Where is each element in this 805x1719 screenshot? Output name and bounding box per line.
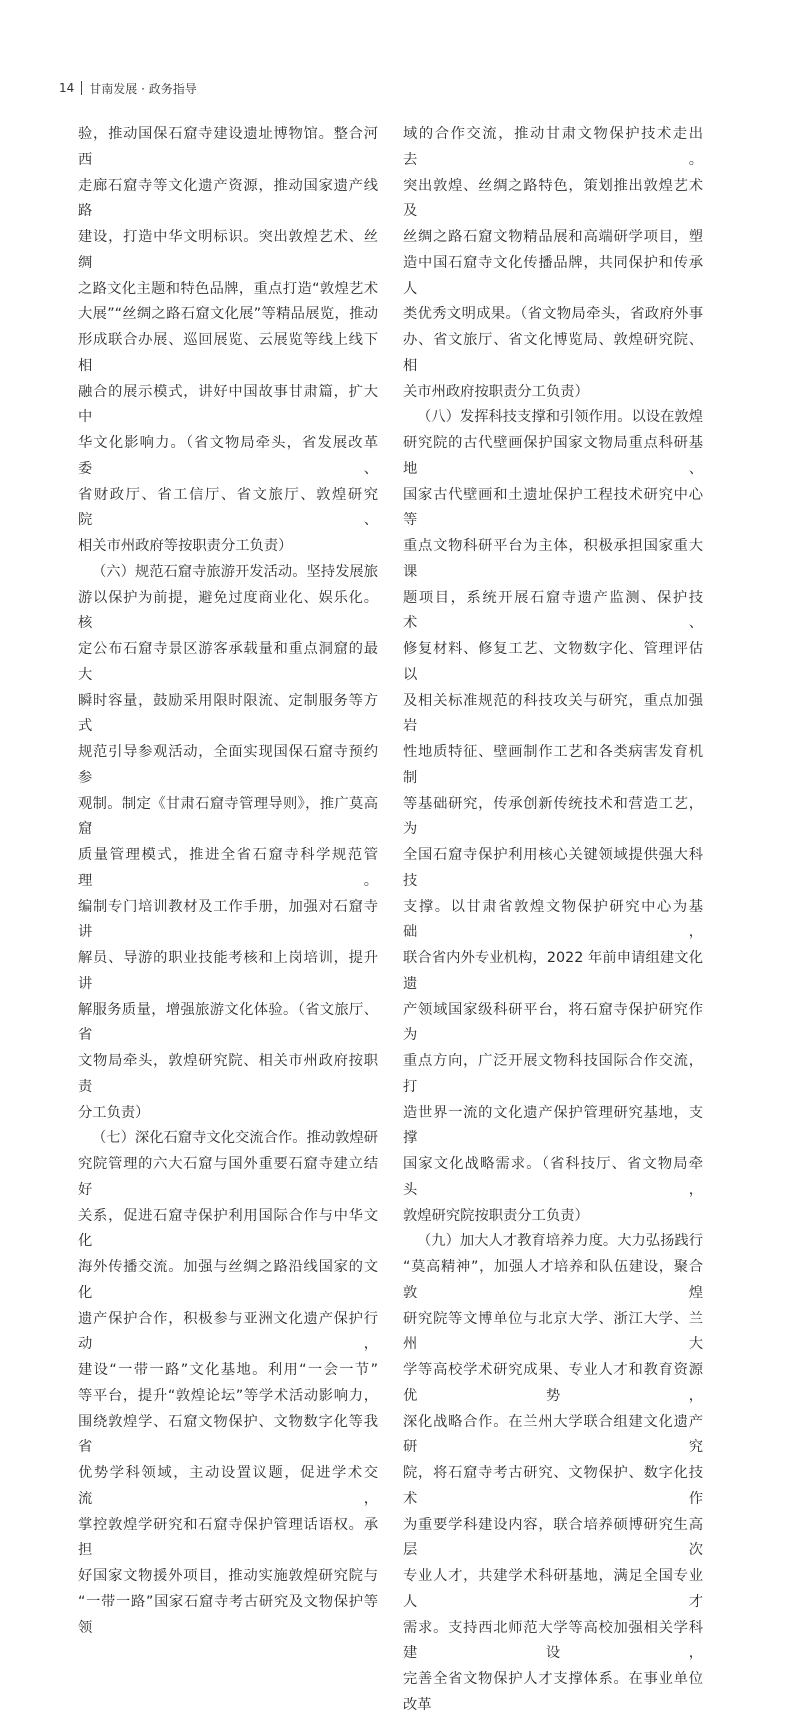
text-line: 好国家文物援外项目，推动实施敦煌研究院与 <box>78 1568 378 1584</box>
text-line: 及相关标准规范的科技攻关与研究，重点加强岩 <box>403 692 703 735</box>
text-line: 支撑。以甘肃省敦煌文物保护研究中心为基础， <box>403 898 703 941</box>
text-line: 走廊石窟寺等文化遗产资源，推动国家遗产线路 <box>78 177 378 220</box>
text-line: 究院管理的六大石窟与国外重要石窟寺建立结好 <box>78 1156 378 1198</box>
text-line: 瞬时容量，鼓励采用限时限流、定制服务等方式 <box>78 692 378 735</box>
page-number: 14 <box>59 81 75 95</box>
text-line: 国家文化战略需求。（省科技厅、省文物局牵头， <box>403 1156 703 1198</box>
text-line: 解服务质量，增强旅游文化体验。（省文旅厅、省 <box>78 1001 378 1044</box>
right-text-column <box>403 122 703 1719</box>
text-line: 融合的展示模式，讲好中国故事甘肃篇，扩大中 <box>78 383 378 426</box>
text-line: 围绕敦煌学、石窟文物保护、文物数字化等我省 <box>78 1413 378 1456</box>
text-line: 产领域国家级科研平台，将石窟寺保护研究作为 <box>403 1001 703 1044</box>
text-line: 建设“一带一路”文化基地。利用“一会一节” <box>78 1362 378 1378</box>
text-line: 重点文物科研平台为主体，积极承担国家重大课 <box>403 538 703 580</box>
text-line: 国家古代壁画和土遗址保护工程技术研究中心等 <box>403 486 703 529</box>
text-line: 解员、导游的职业技能考核和上岗培训，提升讲 <box>78 950 378 992</box>
text-line: 编制专门培训教材及工作手册，加强对石窟寺讲 <box>78 898 378 941</box>
text-line: 观制。制定《甘肃石窟寺管理导则》，推广莫高窟 <box>78 795 378 838</box>
text-line: 造世界一流的文化遗产保护管理研究基地，支撑 <box>403 1104 703 1147</box>
text-line: 规范引导参观活动，全面实现国保石窟寺预约参 <box>78 744 378 786</box>
text-line: 分工负责） <box>78 1104 150 1121</box>
text-line: 等基础研究，传承创新传统技术和营造工艺，为 <box>403 795 703 838</box>
text-line: 重点方向，广泛开展文物科技国际合作交流，打 <box>403 1053 703 1095</box>
text-line: 游以保护为前提，避免过度商业化、娱乐化。核 <box>78 589 378 632</box>
text-line: 遗产保护合作，积极参与亚洲文化遗产保护行动， <box>78 1310 378 1353</box>
text-line: 之路文化主题和特色品牌，重点打造“敦煌艺术 <box>78 280 378 297</box>
text-line: 研究院的古代壁画保护国家文物局重点科研基地、 <box>403 435 703 477</box>
text-line: （八）发挥科技支撑和引领作用。以设在敦煌 <box>417 409 703 426</box>
text-line: 需求。支持西北师范大学等高校加强相关学科建设， <box>403 1619 703 1662</box>
text-line: 敦煌研究院按职责分工负责） <box>403 1207 589 1224</box>
text-line: 关市州政府按职责分工负责） <box>403 383 589 400</box>
text-line: 优势学科领域，主动设置议题，促进学术交流， <box>78 1465 378 1507</box>
page-header <box>59 80 197 96</box>
text-line: 联合省内外专业机构，2022 年前申请组建文化遗 <box>403 950 703 992</box>
text-line: 性地质特征、壁画制作工艺和各类病害发育机制 <box>403 744 703 786</box>
text-line: （六）规范石窟寺旅游开发活动。坚持发展旅 <box>92 563 378 580</box>
text-line: 题项目，系统开展石窟寺遗产监测、保护技术、 <box>403 589 703 632</box>
text-line: 院，将石窟寺考古研究、文物保护、数字化技术作 <box>403 1465 703 1507</box>
text-line: 定公布石窟寺景区游客承载量和重点洞窟的最大 <box>78 641 378 683</box>
text-line: 域的合作交流，推动甘肃文物保护技术走出去。 <box>403 126 703 168</box>
text-line: 省财政厅、省工信厅、省文旅厅、敦煌研究院、 <box>78 486 378 529</box>
left-text-column <box>78 122 378 1641</box>
text-line: 海外传播交流。加强与丝绸之路沿线国家的文化 <box>78 1259 378 1301</box>
text-line: 掌控敦煌学研究和石窟寺保护管理话语权。承担 <box>78 1516 378 1559</box>
text-line: 等平台，提升“敦煌论坛”等学术活动影响力， <box>78 1387 378 1404</box>
text-line: “一带一路”国家石窟寺考古研究及文物保护等领 <box>78 1593 378 1636</box>
text-line: 全国石窟寺保护利用核心关键领域提供强大科技 <box>403 847 703 889</box>
text-line: 大展”“丝绸之路石窟文化展”等精品展览，推动 <box>78 306 378 323</box>
text-line: 华文化影响力。（省文物局牵头，省发展改革委、 <box>78 435 378 477</box>
text-line: 完善全省文物保护人才支撑体系。在事业单位改革 <box>403 1671 703 1713</box>
text-line: 类优秀文明成果。（省文物局牵头，省政府外事 <box>403 306 703 323</box>
text-line: 文物局牵头，敦煌研究院、相关市州政府按职责 <box>78 1053 378 1095</box>
text-line: 研究院等文博单位与北京大学、浙江大学、兰州大 <box>403 1310 703 1353</box>
text-line: 丝绸之路石窟文物精品展和高端研学项目，塑 <box>403 229 703 245</box>
text-line: 相关市州政府等按职责分工负责） <box>78 538 293 554</box>
text-line: （七）深化石窟寺文化交流合作。推动敦煌研 <box>92 1130 378 1147</box>
text-line: 造中国石窟寺文化传播品牌，共同保护和传承人 <box>403 254 703 297</box>
text-line: （九）加大人才教育培养力度。大力弘扬践行 <box>417 1233 703 1250</box>
text-line: 建设，打造中华文明标识。突出敦煌艺术、丝绸 <box>78 229 378 271</box>
text-line: 形成联合办展、巡回展览、云展览等线上线下相 <box>78 332 378 374</box>
text-line: 修复材料、修复工艺、文物数字化、管理评估以 <box>403 641 703 683</box>
publication-title: 甘南发展 · 政务指导 <box>89 81 197 96</box>
text-line: “莫高精神”，加强人才培养和队伍建设，聚合敦煌 <box>403 1259 703 1301</box>
text-line: 深化战略合作。在兰州大学联合组建文化遗产研究 <box>403 1413 703 1456</box>
text-line: 办、省文旅厅、省文化博览局、敦煌研究院、相 <box>403 332 703 374</box>
text-line: 学等高校学术研究成果、专业人才和教育资源优势， <box>403 1362 703 1404</box>
text-line: 突出敦煌、丝绸之路特色，策划推出敦煌艺术及 <box>403 177 703 220</box>
text-line: 关系，促进石窟寺保护利用国际合作与中华文化 <box>78 1207 378 1250</box>
text-line: 为重要学科建设内容，联合培养硕博研究生高层次 <box>403 1516 703 1559</box>
header-divider <box>81 81 82 95</box>
text-line: 验，推动国保石窟寺建设遗址博物馆。整合河西 <box>78 126 378 168</box>
text-line: 质量管理模式，推进全省石窟寺科学规范管理。 <box>78 847 378 889</box>
text-line: 专业人才，共建学术科研基地，满足全国专业人才 <box>403 1568 703 1610</box>
